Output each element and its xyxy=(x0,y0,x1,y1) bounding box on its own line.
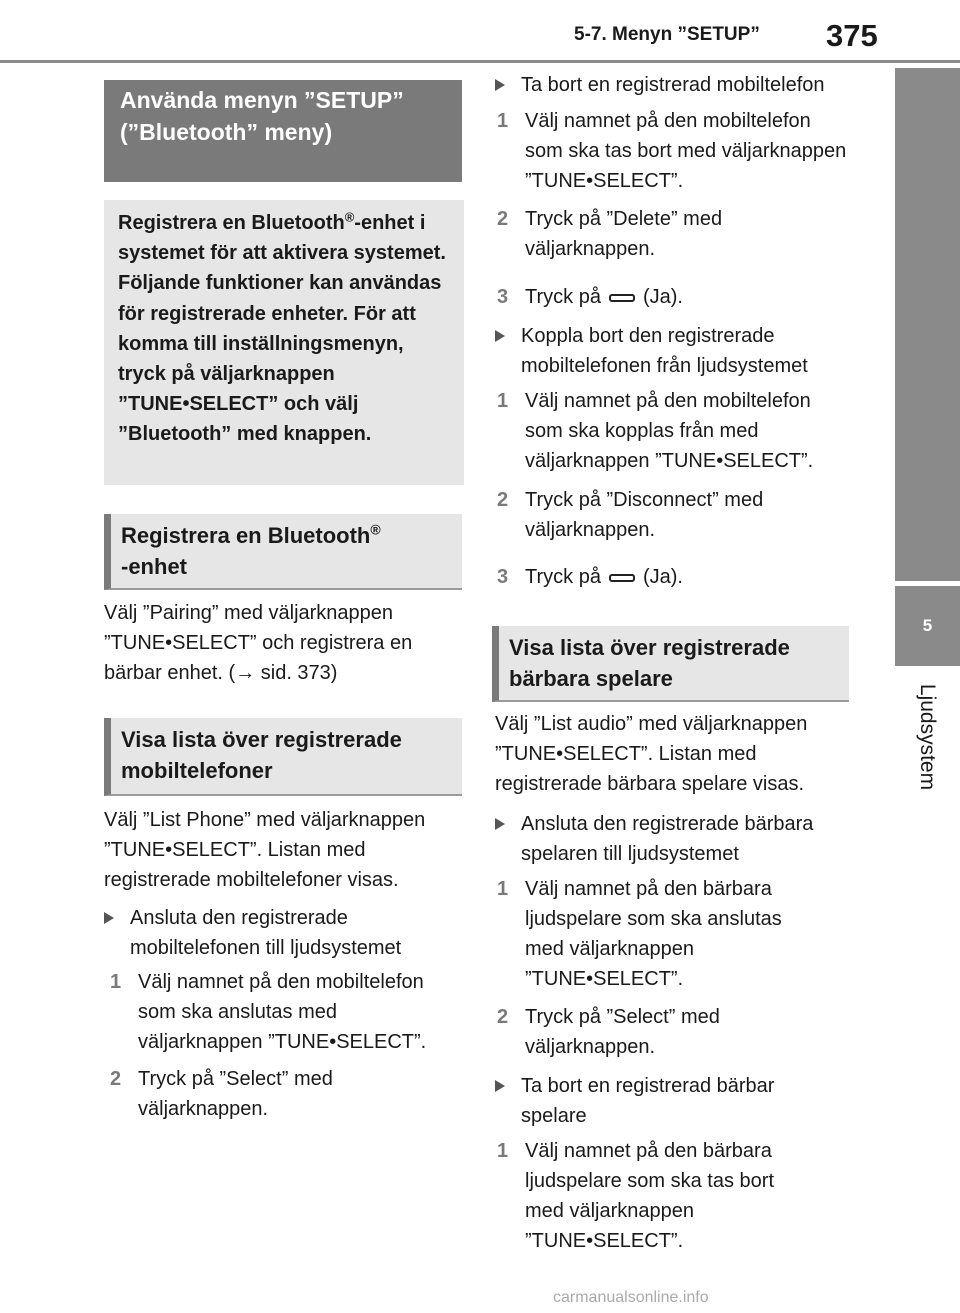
yes-button-icon xyxy=(609,574,635,582)
bullet-text: Koppla bort den registrerade mobiltelefonen från ljudsystemet xyxy=(521,325,808,377)
step-text: Tryck på xyxy=(525,566,601,588)
registered-mark: ® xyxy=(370,521,381,538)
step-text: Välj namnet på den mobiltelefon som ska anslutas med väljarknappen ”TUNE•SELECT”. xyxy=(138,971,427,1053)
step-text: Tryck på ”Disconnect” med väljarknappen. xyxy=(525,489,764,541)
step-number: 1 xyxy=(497,878,509,900)
bullet-connect-player xyxy=(495,809,850,869)
triangle-bullet-icon xyxy=(495,79,505,91)
step-text: Tryck på ”Select” med väljarknappen. xyxy=(525,1006,720,1058)
triangle-bullet-icon xyxy=(495,818,505,830)
yes-button-icon xyxy=(609,294,635,302)
step-text: Välj namnet på den bärbara ljudspelare som ska tas bort med väljarknappen ”TUNE•SELECT”. xyxy=(525,1140,775,1252)
step-text: Tryck på xyxy=(525,286,601,308)
bullet-text: Ta bort en registrerad mobiltelefon xyxy=(521,74,825,96)
step-item xyxy=(110,967,455,1057)
step-text: (Ja). xyxy=(642,566,683,588)
heading-list-players: Visa lista över registrerade bärbara spelare xyxy=(492,626,849,702)
heading-register-bluetooth xyxy=(104,514,462,590)
step-number: 2 xyxy=(110,1068,122,1090)
step-number: 2 xyxy=(497,208,509,230)
step-text: Välj namnet på den bärbara ljudspelare som ska anslutas med väljarknappen ”TUNE•SELECT”. xyxy=(525,878,782,990)
bullet-delete-player xyxy=(495,1071,825,1131)
footer-watermark: carmanualsonline.info xyxy=(553,1289,709,1306)
intro-box xyxy=(104,200,464,485)
step-item xyxy=(497,1136,817,1256)
heading-list-phones: Visa lista över registrerade mobiltelefoner xyxy=(104,718,462,796)
step-item xyxy=(497,106,847,196)
step-item xyxy=(497,282,847,312)
bullet-text: Ansluta den registrerade bärbara spelaren till ljudsystemet xyxy=(521,813,814,865)
intro-text-2: -enhet i systemet för att aktivera systemet. Följande funktioner kan användas för registrerade enheter. För att komma till inställningsmenyn, tryck på väljarknappen ”TUNE•SELECT” och välj ”Bluetooth” med knappen. xyxy=(118,212,446,446)
step-text: (Ja). xyxy=(642,286,683,308)
step-number: 3 xyxy=(497,566,509,588)
bullet-delete-phone xyxy=(495,70,850,100)
header-rule xyxy=(0,60,960,63)
step-number: 3 xyxy=(497,286,509,308)
step-item xyxy=(497,874,817,994)
bullet-disconnect-phone xyxy=(495,321,850,381)
triangle-bullet-icon xyxy=(495,330,505,342)
step-number: 1 xyxy=(497,110,509,132)
bullet-connect-phone xyxy=(104,903,454,963)
triangle-bullet-icon xyxy=(495,1080,505,1092)
step-number: 1 xyxy=(497,390,509,412)
chapter-tab-bar xyxy=(895,68,960,581)
step-text: Tryck på ”Delete” med väljarknappen. xyxy=(525,208,723,260)
step-item xyxy=(497,204,817,264)
triangle-bullet-icon xyxy=(104,912,114,924)
step-number: 2 xyxy=(497,1006,509,1028)
section-box-title: Använda menyn ”SETUP” (”Bluetooth” meny) xyxy=(104,80,462,182)
heading-text-2: -enhet xyxy=(121,554,187,579)
chapter-title-text: Ljudsystem xyxy=(916,683,940,791)
chapter-number: 5 xyxy=(895,586,960,666)
step-item xyxy=(497,562,847,592)
step-text: Välj namnet på den mobiltelefon som ska kopplas från med väljarknappen ”TUNE•SELECT”. xyxy=(525,390,814,472)
paragraph-list-audio: Välj ”List audio” med väljarknappen ”TUNE•SELECT”. Listan med registrerade bärbara spelare visas. xyxy=(495,713,808,795)
step-item xyxy=(110,1064,430,1124)
step-item xyxy=(497,386,847,476)
step-item xyxy=(497,485,827,545)
step-item xyxy=(497,1002,827,1062)
step-text: Tryck på ”Select” med väljarknappen. xyxy=(138,1068,333,1120)
step-number: 1 xyxy=(110,971,122,993)
bullet-text: Ansluta den registrerade mobiltelefonen till ljudsystemet xyxy=(130,907,402,959)
chapter-title xyxy=(895,672,960,802)
registered-mark: ® xyxy=(344,209,355,225)
step-text: Välj namnet på den mobiltelefon som ska tas bort med väljarknappen ”TUNE•SELECT”. xyxy=(525,110,847,192)
bullet-text: Ta bort en registrerad bärbar spelare xyxy=(521,1075,775,1127)
step-number: 2 xyxy=(497,489,509,511)
paragraph-list-phone: Välj ”List Phone” med väljarknappen ”TUNE•SELECT”. Listan med registrerade mobiltelefoner visas. xyxy=(104,809,426,891)
page-number: 375 xyxy=(826,18,878,53)
heading-text-1: Registrera en Bluetooth xyxy=(121,523,371,548)
intro-text-1: Registrera en Bluetooth xyxy=(118,212,345,234)
paragraph-pairing: Välj ”Pairing” med väljarknappen ”TUNE•SELECT” och registrera en bärbar enhet. (→ sid. 373) xyxy=(104,602,413,684)
section-title: 5-7. Menyn ”SETUP” xyxy=(574,24,760,45)
step-number: 1 xyxy=(497,1140,509,1162)
